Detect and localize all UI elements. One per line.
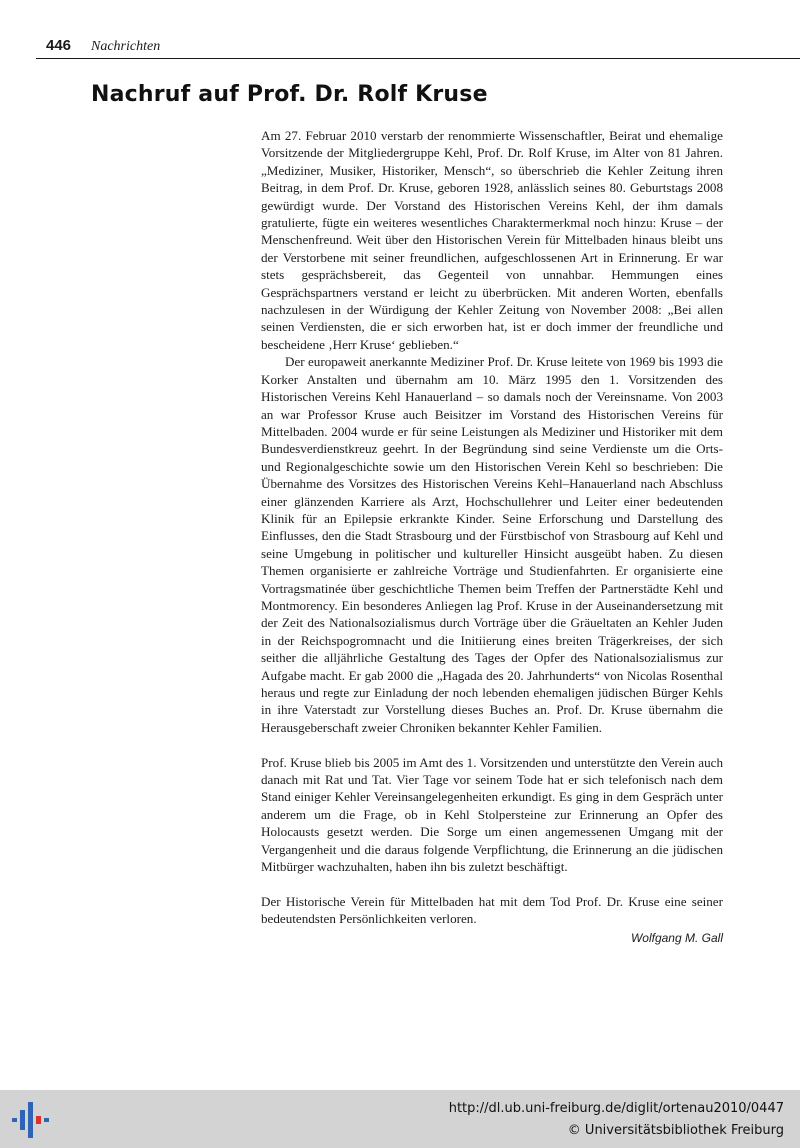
article-title: Nachruf auf Prof. Dr. Rolf Kruse <box>91 82 488 107</box>
section-name: Nachrichten <box>91 39 161 54</box>
library-logo-icon <box>10 1098 52 1142</box>
article-body <box>261 127 723 947</box>
page-number: 446 <box>46 37 72 54</box>
page-header <box>0 0 800 60</box>
paragraph-3: Prof. Kruse blieb bis 2005 im Amt des 1. Vorsitzenden und unterstützte den Verein auch danach mit Rat und Tat. Vier Tage vor seinem Tode hat er sich telefonisch nach dem Stand einiger Kehler Vereinsangelegenheiten erkundigt. Es ging in dem Gespräch unter anderem um die Frage, ob in Kehl Stolpersteine zur Erinnerung an Opfer des Holocausts gesetzt werden. Die Sorge um einen angemessenen Umgang mit der Vergangenheit und die daraus folgende Verpflichtung, die Erinnerung an die jüdischen Mitbürger wachzuhalten, haben ihn bis zuletzt beschäftigt. <box>261 754 723 875</box>
paragraph-2: Der europaweit anerkannte Mediziner Prof. Dr. Kruse leitete von 1969 bis 1993 die Korker Anstalten und übernahm am 10. März 1995 den 1. Vorsitzenden des Historischen Vereins Kehl Hanauerland – so damals noch der Vereinsname. Von 2003 an war Professor Kruse auch Beisitzer im Vorstand des Historischen Vereins für Mittelbaden. 2004 wurde er für seine Leistungen als Mediziner und Historiker mit dem Bundesverdienstkreuz geehrt. In der Begründung sind seine Verdienste um die Orts- und Regionalgeschichte sowie um den Historischen Verein Kehl so beschrieben: Die Übernahme des Vorsitzes des Historischen Vereins Kehl–Hanauerland nach Abschluss einer glänzenden Karriere als Arzt, Hochschullehrer und Leiter einer bedeutenden Klinik für an Epilepsie erkrankte Kinder. Seine Erforschung und Darstellung des Einflusses, den die Stadt Strasbourg und der Fürstbischof von Strasbourg auf Kehl und seine Umgebung in politischer und kultureller Hinsicht ausgeübt haben. Zu diesen Themen organisierte er zahlreiche Vorträge und Studienfahrten. Er organisierte eine Vortragsmatinée über geschichtliche Themen beim Treffen der Partnerstädte Kehl und Montmorency. Ein besonderes Anliegen lag Prof. Kruse in der Auseinandersetzung mit der Zeit des Nationalsozialismus durch Vorträge über die Gräueltaten an Kehler Juden in der Reichspogromnacht und die Initiierung eines breiten Trägerkreises, der sich seither die alljährliche Gestaltung des Tages der Opfer des Nationalsozialismus zur Aufgabe macht. Er gab 2000 die „Hagada des 20. Jahrhunderts“ von Nicolas Rosenthal heraus und regte zur Einladung der noch lebenden ehemaligen jüdischen Bürger Kehls in ihre Vaterstadt zur Vorstellung dieses Buches an. Prof. Dr. Kruse übernahm die Herausgeberschaft zweier Chroniken bekannter Kehler Familien. <box>261 354 723 735</box>
author-signature: Wolfgang M. Gall <box>630 930 723 945</box>
copyright-notice: © Universitätsbibliothek Freiburg <box>567 1123 784 1138</box>
header-rule <box>36 58 800 59</box>
document-url-link[interactable]: http://dl.ub.uni-freiburg.de/diglit/ortenau2010/0447 <box>448 1101 784 1116</box>
library-footer <box>0 1090 800 1148</box>
paragraph-1: Am 27. Februar 2010 verstarb der renommierte Wissenschaftler, Beirat und ehemalige Vorsitzende der Mitgliedergruppe Kehl, Prof. Dr. Rolf Kruse, im Alter von 81 Jahren. „Mediziner, Musiker, Historiker, Mensch“, so überschrieb die Kehler Zeitung ihren Beitrag, in dem Prof. Dr. Kruse, geboren 1928, anlässlich seines 80. Geburtstags 2008 gewürdigt wurde. Der Vorstand des Historischen Vereins Kehl, der ihm damals gratulierte, fügte ein weiteres wesentliches Charaktermerkmal noch hinzu: Kruse – der Menschenfreund. Weit über den Historischen Verein für Mittelbaden hinaus bleibt uns der Verstorbene mit seiner freundlichen, aufgeschlossenen Art in Erinnerung. Er war stets gesprächsbereit, das Gegenteil von unnahbar. Hemmungen eines Gesprächspartners verstand er leicht zu überbrücken. Mit anderen Worten, ebenfalls nachzulesen in der Würdigung der Kehler Zeitung von November 2008: „Bei allen seinen Verdiensten, die er sich erworben hat, ist er doch immer der freundliche und bescheidene ‚Herr Kruse‘ geblieben.“ <box>261 128 723 352</box>
paragraph-4: Der Historische Verein für Mittelbaden hat mit dem Tod Prof. Dr. Kruse eine seiner bedeutendsten Persönlichkeiten verloren. <box>261 893 723 927</box>
